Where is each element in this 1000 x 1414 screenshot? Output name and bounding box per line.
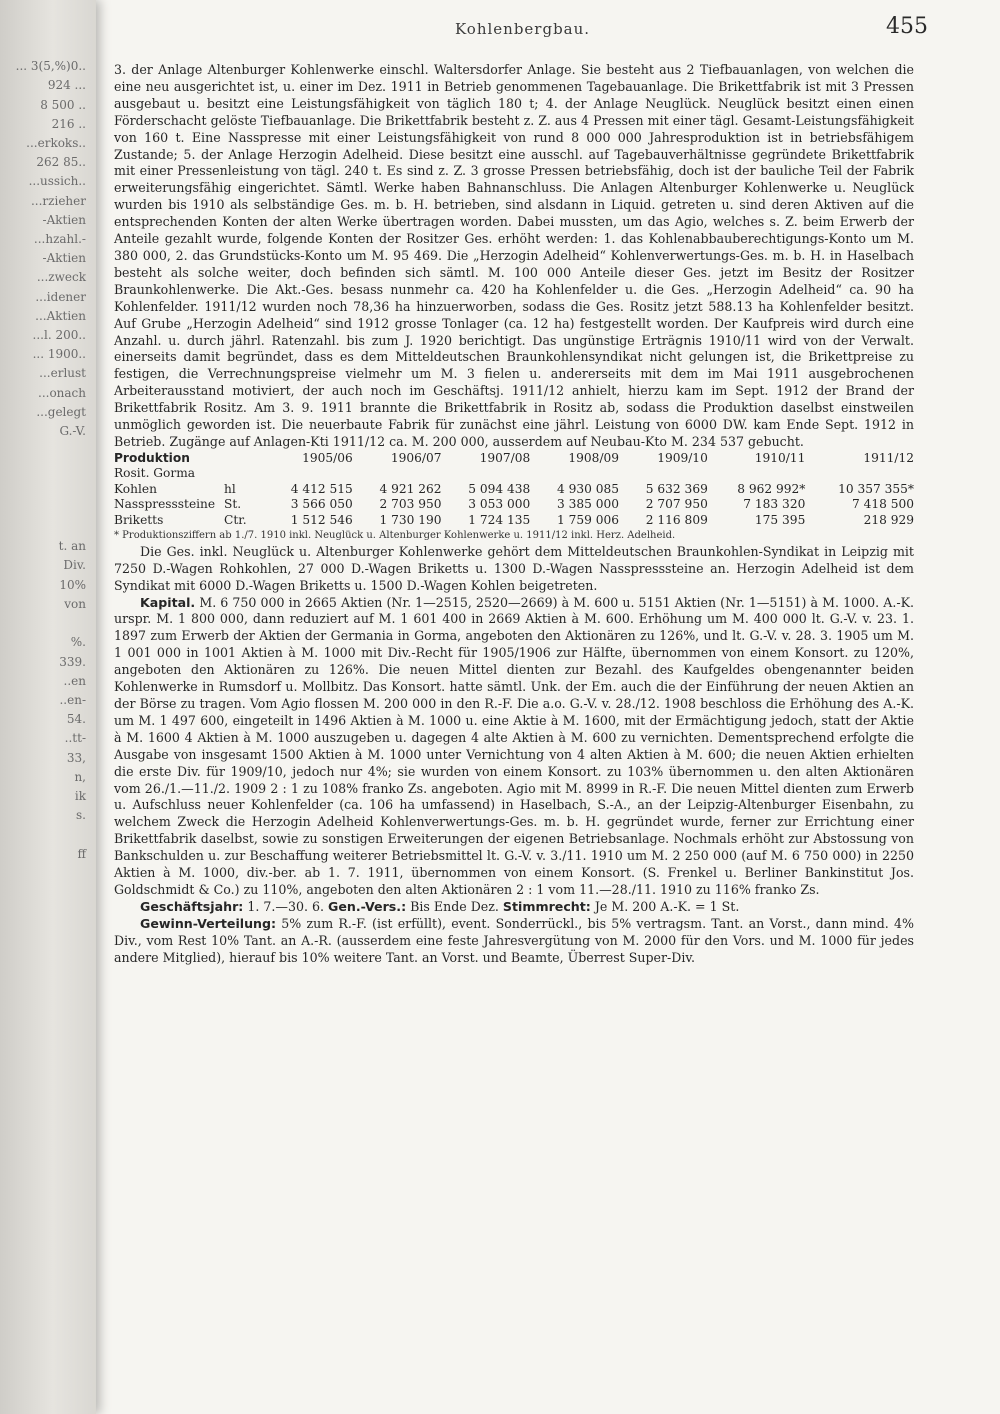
row-label: Kohlen — [114, 481, 157, 496]
previous-page-line: ...idener — [35, 289, 86, 304]
table-cell: 7 418 500 — [851, 497, 914, 512]
previous-page-line — [0, 38, 92, 57]
previous-page-line: ...erkoks.. — [26, 136, 86, 151]
table-cell: 3 566 050 — [290, 497, 353, 512]
previous-page-line: ..en- — [59, 692, 86, 707]
previous-page-edge — [0, 0, 96, 1414]
table-row — [114, 513, 914, 529]
previous-page-line: ... 1900.. — [32, 347, 86, 362]
year-header: 1908/09 — [568, 450, 620, 465]
production-title: Produktion — [114, 450, 190, 465]
table-cell: 5 632 369 — [645, 481, 708, 496]
row-label: Nasspresssteine — [114, 497, 216, 512]
previous-page-line: -Aktien — [42, 251, 86, 266]
previous-page-line: ...gelegt — [36, 404, 86, 419]
table-cell: 10 357 355* — [838, 481, 914, 496]
previous-page-line: s. — [76, 808, 86, 823]
profit-distribution-label: Gewinn-Verteilung: — [140, 915, 277, 931]
general-meeting-text: Bis Ende Dez. — [410, 898, 499, 914]
previous-page-line — [0, 614, 92, 633]
fiscal-year-label: Geschäftsjahr: — [140, 898, 244, 914]
previous-page-line — [0, 441, 92, 460]
previous-page-line: ...onach — [38, 385, 86, 400]
year-header: 1910/11 — [754, 450, 806, 465]
previous-page-line: n, — [74, 769, 86, 784]
production-subtitle: Rosit. Gorma — [114, 466, 196, 481]
previous-page-line: t. an — [58, 539, 86, 554]
previous-page-line: 262 85.. — [36, 155, 86, 170]
previous-page-line: ff — [77, 846, 86, 861]
previous-page-line — [0, 499, 92, 518]
syndicate-paragraph: Die Ges. inkl. Neuglück u. Altenburger Kohlenwerke gehört dem Mitteldeutschen Braunkohlen-Syndikat in Leipzig mit 7250 D.-Wagen Rohkohlen, 27 000 D.-Wagen Briketts u. 1300 D.-Wagen Nasspresssteine an. Herzogin Adelheid ist dem Syndikat mit 6000 D.-Wagen Briketts u. 1500 D.-Wagen Kohlen beigetreten. — [114, 543, 914, 593]
previous-page-line: von — [64, 596, 86, 611]
previous-page-line: 8 500 .. — [40, 97, 86, 112]
article-body — [114, 62, 914, 967]
table-cell: 1 724 135 — [468, 512, 531, 527]
previous-page-line: ...ussich.. — [28, 174, 86, 189]
previous-page-line: ...erlust — [39, 366, 86, 381]
production-header-row — [114, 451, 914, 467]
fiscal-year-text: 1. 7.—30. 6. — [247, 898, 325, 914]
general-meeting-label: Gen.-Vers.: — [328, 898, 407, 914]
table-cell: 2 703 950 — [379, 497, 442, 512]
previous-page-line: ..tt- — [64, 731, 86, 746]
previous-page-line: 216 .. — [51, 116, 86, 131]
previous-page-line: ...rzieher — [30, 193, 86, 208]
previous-page-text — [0, 38, 92, 864]
production-footnote: * Produktionsziffern ab 1./7. 1910 inkl. Neuglück u. Altenburger Kohlenwerke u. 1911/12 inkl. Herz. Adelheid. — [114, 530, 676, 542]
voting-right-text: Je M. 200 A.-K. = 1 St. — [594, 898, 740, 914]
table-row — [114, 482, 914, 498]
table-row — [114, 497, 914, 513]
previous-page-line: ..en — [63, 673, 86, 688]
previous-page-line: 10% — [59, 577, 86, 592]
year-header: 1907/08 — [479, 450, 531, 465]
previous-page-line: ...Aktien — [35, 308, 86, 323]
previous-page-line: 924 ... — [47, 78, 86, 93]
previous-page-line: G.-V. — [59, 424, 86, 439]
production-table — [114, 451, 914, 544]
profit-distribution-text: 5% zum R.-F. (ist erfüllt), event. Sonderrückl., bis 5% vertragsm. Tant. an Vorst., dann mind. 4% Div., vom Rest 10% Tant. an A.-R. (ausserdem eine feste Jahresvergütung von M. 2000 für den Vors. und M. 1000 für jedes andere Mitglied), hierauf bis 10% weitere Tant. an Vorst. und Beamte, Überrest Super-Div. — [114, 915, 914, 965]
table-cell: 2 707 950 — [645, 497, 708, 512]
previous-page-line — [0, 518, 92, 537]
table-cell: 2 116 809 — [645, 512, 708, 527]
table-cell: 7 183 320 — [743, 497, 806, 512]
previous-page-line: ik — [74, 788, 86, 803]
table-cell: 3 385 000 — [557, 497, 620, 512]
year-header: 1905/06 — [302, 450, 353, 465]
previous-page-line — [0, 460, 92, 479]
row-label: Briketts — [114, 512, 164, 527]
previous-page-line: Div. — [63, 558, 86, 573]
previous-page-line — [0, 825, 92, 844]
previous-page-line: 54. — [66, 712, 86, 727]
previous-page-line: ... 3(5,%)0.. — [15, 59, 86, 74]
voting-right-label: Stimmrecht: — [502, 898, 591, 914]
capital-text: M. 6 750 000 in 2665 Aktien (Nr. 1—2515, 2520—2669) à M. 600 u. 5151 Aktien (Nr. 1—5151) à M. 1000. A.-K. urspr. M. 1 800 000, dann reduziert auf M. 1 601 400 in 2669 Aktien à M. 600. Erhöhung um M. 400 000 lt. G.-V. v. 23. 1. 1897 zum Erwerb der Aktien der Germania in Gorma, angeboten den Aktionären zu 126%, und lt. G.-V. v. 28. 3. 1905 um M. 1 001 000 in 1001 Aktien à M. 1000 mit Div.-Recht für 1905/1906 zur Hälfte, übernommen von einem Konsort. zu 120%, angeboten den Aktionären zu 126%. Die neuen Mittel dienten zur Bezahl. des Kaufgeldes obengenannter beiden Kohlenwerke in Rumsdorf u. Mollbitz. Das Konsort. hatte sämtl. Unk. der Em. auch die der Einführung der neuen Aktien an der Börse zu tragen. Vom Agio flossen M. 200 000 in den R.-F. Die a.o. G.-V. v. 28./12. 1908 beschloss die Erhöhung des A.-K. um M. 1 497 600, eingeteilt in 1496 Aktien à M. 1000 u. eine Aktie à M. 1600, mit der Ermächtigung jedoch, statt der Aktie à M. 1600 4 Aktien à M. 1000 auszugeben u. dagegen 4 alte Aktien à M. 600 zu vernichten. Dementsprechend erfolgte die Ausgabe von insgesamt 1500 Aktien à M. 1000 unter Vernichtung von 4 alten Aktien à M. 600; die neuen Aktien erhielten die erste Div. für 1909/10, jedoch nur 4%; sie wurden von einem Konsort. zu 103% übernommen u. den alten Aktionären vom 26./1.—11./2. 1909 2 : 1 zu 108% franko Zs. angeboten. Agio mit M. 8999 in R.-F. Die neuen Mittel dienten zum Erwerb u. Aufschluss neuer Kohlenfelder (ca. 106 ha umfassend) in Haselbach, S.-A., an der Leipzig-Altenburger Eisenbahn, zu welchem Zweck die Herzogin Adelheid Kohlenverwertungs-Ges. m. b. H. gegründet wurde, ferner zur Errichtung einer Brikettfabrik daselbst, sowie zu sonstigen Erweiterungen der eigenen Betriebsanlage. Nochmals erhöht zur Abstossung von Bankschulden u. zur Beschaffung weiterer Betriebsmittel lt. G.-V. v. 3./11. 1910 um M. 2 250 000 (auf M. 6 750 000) in 2250 Aktien à M. 1000, div.-ber. ab 1. 7. 1911, übernommen von einem Konsort. (S. Frenkel u. Berliner Bankinstitut Jos. Goldschmidt & Co.) zu 110%, angeboten den alten Aktionären 2 : 1 vom 11.—28./11. 1910 zu 116% franko Zs. — [114, 594, 914, 897]
footnote-row — [114, 528, 914, 544]
capital-label: Kapital. — [140, 594, 196, 610]
previous-page-line: ...l. 200.. — [32, 328, 86, 343]
table-cell: 4 921 262 — [379, 481, 442, 496]
page-number: 455 — [886, 14, 928, 39]
row-unit: St. — [224, 497, 242, 512]
plant-description-paragraph: 3. der Anlage Altenburger Kohlenwerke einschl. Waltersdorfer Anlage. Sie besteht aus 2 Tiefbauanlagen, von welchen die eine neu ausgerichtet ist, u. einer im Dez. 1911 in Betrieb genommenen Tagebauanlage. Die Brikettfabrik ist mit 3 Pressen ausgebaut u. besitzt eine Leistungsfähigkeit von täglich 180 t; 4. der Anlage Neuglück. Neuglück besitzt einen einen Förderschacht gelöste Tiefbauanlage. Die Brikettfabrik besteht z. Z. aus 4 Pressen mit einer tägl. Gesamt-Leistungsfähigkeit von 160 t. Eine Nasspresse mit einer Leistungsfähigkeit von rund 8 000 000 Jahresproduktion ist in betriebsfähigem Zustande; 5. der Anlage Herzogin Adelheid. Diese besitzt eine ausschl. auf Tagebauverhältnisse gegründete Brikettfabrik mit einer Pressenleistung von tägl. 240 t. Es sind z. Z. 3 grosse Pressen betriebsfähig, doch ist der bauliche Teil der Fabrik erweiterungsfähig eingerichtet. Sämtl. Werke haben Bahnanschluss. Die Anlagen Altenburger Kohlenwerke u. Neuglück wurden bis 1910 als selbständige Ges. m. b. H. betrieben, sind alsdann in Liquid. getreten u. sind deren Aktiven auf die entsprechenden Konten der alten Werke übertragen worden. Dabei mussten, um das Agio, welches s. Z. beim Erwerb der Anteile gezahlt wurde, folgende Konten der Rositzer Ges. erhöht werden: 1. das Kohlenabbauberechtigungs-Konto um M. 380 000, 2. das Grundstücks-Konto um M. 95 469. Die „Herzogin Adelheid“ Kohlenverwertungs-Ges. m. b. H. in Haselbach besteht als solche weiter, doch befinden sich sämtl. M. 100 000 Anteile dieser Ges. jetzt im Besitz der Rositzer Braunkohlenwerke. Die Akt.-Ges. besass nunmehr ca. 420 ha Kohlenfelder u. die Ges. „Herzogin Adelheid“ ca. 90 ha Kohlenfelder. 1911/12 wurden noch 78,36 ha hinzuerworben, sodass die Ges. Rositz jetzt 588.13 ha Kohlenfelder besitzt. Auf Grube „Herzogin Adelheid“ sind 1912 grosse Tonlager (ca. 12 ha) festgestellt worden. Der Kaufpreis wird durch eine Anzahl. u. durch jährl. Ratenzahl. bis zum J. 1920 berichtigt. Das ungünstige Erträgnis 1910/11 wird von der Verwalt. einerseits damit begründet, dass es dem Mitteldeutschen Braunkohlensyndikat nicht gelungen ist, die Brikettpreise zu festigen, die Verrechnungspreise vielmehr um M. 3 fielen u. andererseits mit dem im Mai 1911 ausgebrochenen Arbeiterausstand motiviert, der auch noch im Geschäftsj. 1911/12 anhielt, hierzu kam im Sept. 1912 der Brand der Brikettfabrik Rositz. Am 3. 9. 1911 brannte die Brikettfabrik in Rositz ab, sodass die Produktion daselbst einstweilen unmöglich geworden ist. Die neuerbaute Fabrik für zunächst eine jährl. Leistung von 6000 DW. kam Ende Sept. 1912 in Betrieb. Zugänge auf Anlagen-Kti 1911/12 ca. M. 200 000, ausserdem auf Neubau-Kto M. 234 537 gebucht. — [114, 62, 914, 449]
table-cell: 8 962 992* — [737, 481, 806, 496]
previous-page-line: %. — [70, 635, 86, 650]
table-cell: 4 930 085 — [557, 481, 620, 496]
capital-paragraph — [114, 595, 914, 899]
previous-page-line: ...hzahl.- — [33, 232, 86, 247]
table-cell: 4 412 515 — [290, 481, 353, 496]
document-page — [100, 0, 992, 1414]
table-cell: 1 512 546 — [290, 512, 353, 527]
row-unit: Ctr. — [224, 512, 247, 527]
table-cell: 5 094 438 — [468, 481, 531, 496]
meeting-paragraph — [114, 899, 914, 916]
table-cell: 218 929 — [863, 512, 914, 527]
previous-page-line — [0, 480, 92, 499]
year-header: 1911/12 — [863, 450, 914, 465]
table-cell: 175 395 — [754, 512, 806, 527]
row-unit: hl — [224, 481, 236, 496]
previous-page-line: ...zweck — [36, 270, 86, 285]
previous-page-line: 33, — [66, 750, 86, 765]
previous-page-line: -Aktien — [42, 212, 86, 227]
year-header: 1909/10 — [657, 450, 708, 465]
table-cell: 3 053 000 — [468, 497, 531, 512]
header-title: Kohlenbergbau. — [455, 20, 591, 38]
year-header: 1906/07 — [390, 450, 442, 465]
table-cell: 1 759 006 — [557, 512, 620, 527]
table-cell: 1 730 190 — [379, 512, 442, 527]
previous-page-line: 339. — [59, 654, 86, 669]
production-subheader-row — [114, 466, 914, 482]
profit-distribution-paragraph — [114, 916, 914, 967]
